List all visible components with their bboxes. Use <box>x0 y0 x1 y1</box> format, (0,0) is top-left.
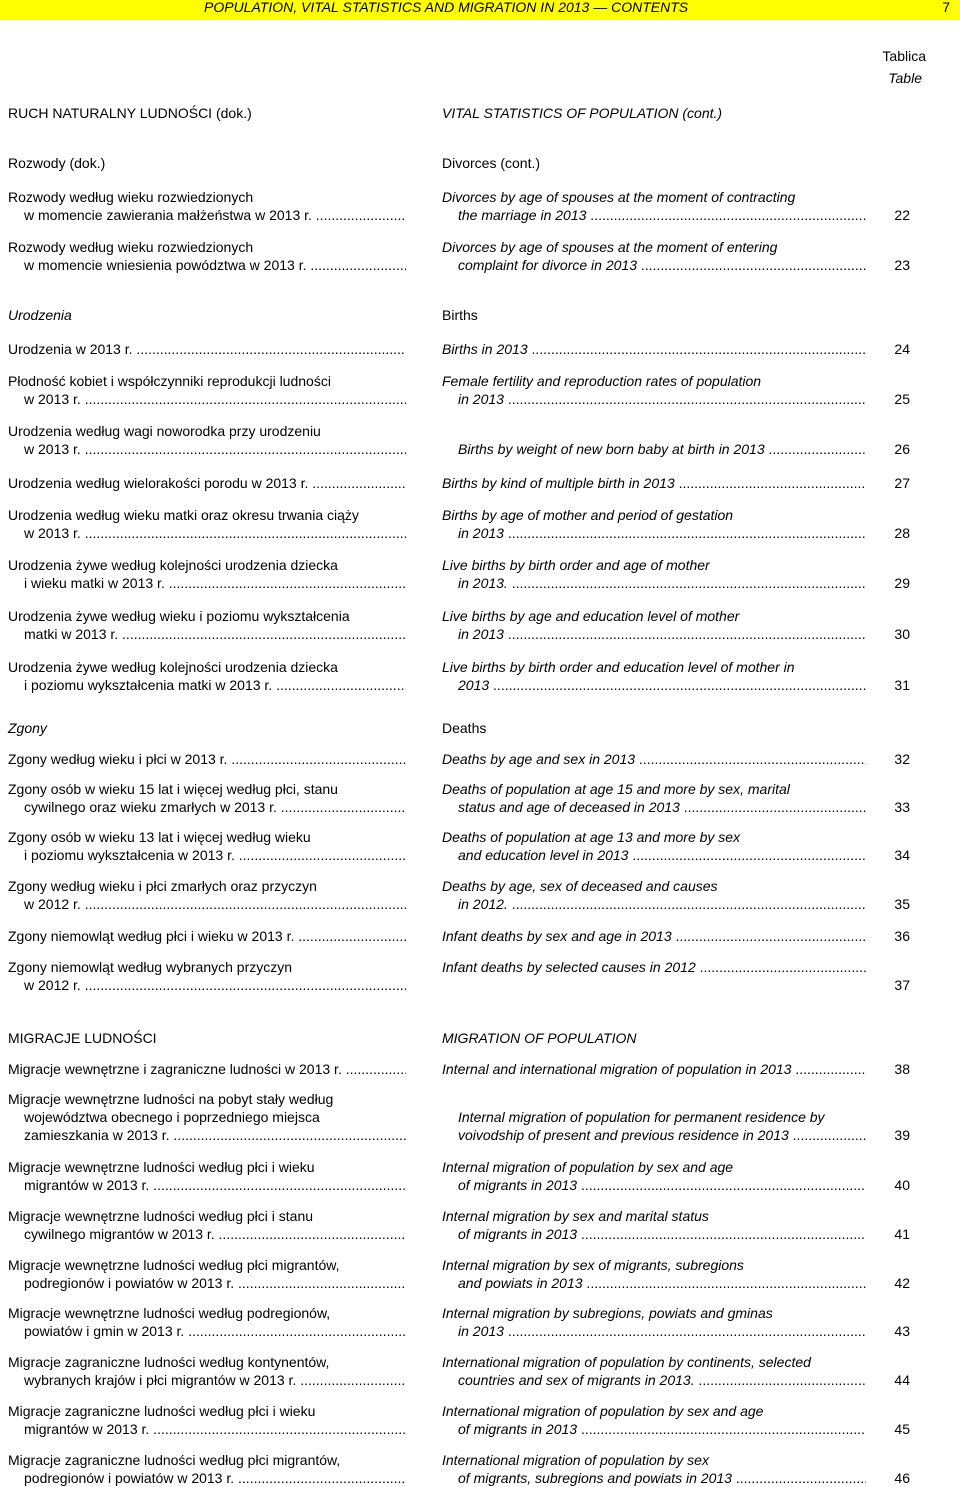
toc-entry-en-line: Births by age of mother and period of gestation <box>442 507 734 523</box>
toc-entry-en-line: Births in 2013 ..... <box>442 340 866 358</box>
toc-entry-pl-line: powiatów i gmin w 2013 r. ..... <box>8 1322 406 1340</box>
toc-page-number: 46 <box>894 1470 910 1486</box>
part-title-pl: RUCH NATURALNY LUDNOŚCI (dok.) <box>8 105 252 121</box>
toc-entry-pl <box>8 958 406 994</box>
toc-page-number: 36 <box>894 928 910 944</box>
toc-entry-pl-line: w 2012 r. ..... <box>8 895 406 913</box>
toc-entry-en-line: of migrants in 2013 ..... <box>442 1225 866 1243</box>
toc-page-number: 35 <box>894 896 910 912</box>
toc-entry-en-line: the marriage in 2013 ..... <box>442 206 866 224</box>
section-heading-pl: Zgony <box>8 720 47 736</box>
toc-entry-en <box>442 422 866 458</box>
toc-page-number: 27 <box>894 475 910 491</box>
toc-entry-en <box>442 188 866 224</box>
toc-entry-pl-line: Migracje wewnętrzne ludności według podregionów, <box>8 1305 331 1321</box>
toc-entry-pl-line: Migracje wewnętrzne ludności według płci i wieku <box>8 1159 315 1175</box>
toc-entry-en-line: voivodship of present and previous residence in 2013 ..... <box>442 1126 866 1144</box>
toc-entry-pl <box>8 1353 406 1389</box>
toc-entry-en-line: and powiats in 2013 ..... <box>442 1274 866 1292</box>
toc-page-number: 38 <box>894 1061 910 1077</box>
toc-entry-en-line: Live births by birth order and age of mother <box>442 557 710 573</box>
toc-entry-en <box>442 607 866 643</box>
toc-entry-en-line: in 2013 ..... <box>442 524 866 542</box>
toc-entry-en-line: Internal migration by subregions, powiats and gminas <box>442 1305 773 1321</box>
toc-page-number: 32 <box>894 751 910 767</box>
toc-entry-pl-line: i poziomu wykształcenia w 2013 r. ..... <box>8 846 406 864</box>
section-heading-en: Births <box>442 307 478 323</box>
toc-entry-en-line: and education level in 2013 ..... <box>442 846 866 864</box>
toc-entry-en-line: International migration of population by sex <box>442 1452 709 1468</box>
toc-page-number: 45 <box>894 1421 910 1437</box>
toc-entry-en-line: Divorces by age of spouses at the moment of entering <box>442 239 778 255</box>
toc-entry-pl-line: Urodzenia według wagi noworodka przy urodzeniu <box>8 423 321 439</box>
toc-entry-pl-line: w 2013 r. ..... <box>8 524 406 542</box>
toc-entry-pl-line: Migracje wewnętrzne i zagraniczne ludności w 2013 r. ..... <box>8 1060 406 1078</box>
toc-entry-pl-line: Rozwody według wieku rozwiedzionych <box>8 189 254 205</box>
toc-entry-pl-line: cywilnego migrantów w 2013 r. ..... <box>8 1225 406 1243</box>
toc-entry-pl-line: województwa obecnego i poprzedniego miejsca <box>24 1109 320 1125</box>
toc-entry-en <box>442 238 866 274</box>
toc-entry-pl <box>8 1207 406 1243</box>
toc-page-number: 23 <box>894 257 910 273</box>
toc-entry-pl-line: wybranych krajów i płci migrantów w 2013 r. ..... <box>8 1371 406 1389</box>
toc-entry-pl <box>8 188 406 224</box>
toc-entry-en-line: International migration of population by sex and age <box>442 1403 764 1419</box>
running-header-title: POPULATION, VITAL STATISTICS AND MIGRATION IN 2013 — CONTENTS <box>204 0 689 15</box>
toc-page-number: 41 <box>894 1226 910 1242</box>
toc-entry-en-line: status and age of deceased in 2013 ..... <box>442 798 866 816</box>
toc-entry-en-line <box>442 422 866 440</box>
toc-entry-en-line: Births by kind of multiple birth in 2013 ..... <box>442 474 866 492</box>
toc-entry-pl <box>8 474 406 492</box>
toc-entry-en-line: Infant deaths by selected causes in 2012 ..... <box>442 958 866 976</box>
toc-entry-pl <box>8 607 406 643</box>
toc-entry-pl-line: Zgony niemowląt według wybranych przyczyn <box>8 959 293 975</box>
toc-entry-pl <box>8 422 406 458</box>
toc-entry-en <box>442 780 866 816</box>
toc-page-number: 40 <box>894 1177 910 1193</box>
section-heading-pl: Rozwody (dok.) <box>8 155 106 171</box>
toc-entry-pl-line: Migracje zagraniczne ludności według płci migrantów, <box>8 1452 341 1468</box>
toc-entry-pl-line: Zgony według wieku i płci w 2013 r. ..... <box>8 750 406 768</box>
toc-entry-en-line: Deaths by age and sex in 2013 ..... <box>442 750 866 768</box>
toc-entry-en-line: in 2013 ..... <box>442 625 866 643</box>
toc-entry-en <box>442 927 866 945</box>
toc-entry-pl-line: Migracje wewnętrzne ludności według płci i stanu <box>8 1208 314 1224</box>
toc-page-number: 39 <box>894 1127 910 1143</box>
toc-entry-en <box>442 1090 866 1144</box>
toc-entry-pl-line: Urodzenia według wielorakości porodu w 2013 r. ..... <box>8 474 406 492</box>
toc-entry-pl-line: migrantów w 2013 r. ..... <box>8 1420 406 1438</box>
toc-page-number: 26 <box>894 441 910 457</box>
toc-entry-en-line: of migrants in 2013 ..... <box>442 1176 866 1194</box>
toc-entry-en-line: Deaths of population at age 13 and more by sex <box>442 829 741 845</box>
toc-page-number: 43 <box>894 1323 910 1339</box>
toc-entry-pl-line: Migracje wewnętrzne ludności na pobyt stały według <box>8 1091 334 1107</box>
toc-entry-pl-line: Migracje zagraniczne ludności według płci i wieku <box>8 1403 316 1419</box>
toc-entry-pl-line: Migracje zagraniczne ludności według kontynentów, <box>8 1354 330 1370</box>
toc-entry-pl-line: w 2013 r. ..... <box>8 440 406 458</box>
toc-entry-en <box>442 1207 866 1243</box>
toc-entry-pl-line: Płodność kobiet i współczynniki reprodukcji ludności <box>8 373 331 389</box>
section-heading-pl: Urodzenia <box>8 307 72 323</box>
toc-entry-en-line: Infant deaths by sex and age in 2013 ..... <box>442 927 866 945</box>
toc-page-number: 42 <box>894 1275 910 1291</box>
toc-entry-en <box>442 372 866 408</box>
toc-entry-pl-line: migrantów w 2013 r. ..... <box>8 1176 406 1194</box>
toc-entry-pl <box>8 372 406 408</box>
toc-page-number: 30 <box>894 626 910 642</box>
toc-entry-pl <box>8 877 406 913</box>
table-column-label-pl: Tablica <box>882 48 926 64</box>
toc-entry-en <box>442 828 866 864</box>
toc-entry-en-line: Divorces by age of spouses at the moment of contracting <box>442 189 796 205</box>
toc-entry-en-line: Live births by birth order and education level of mother in <box>442 659 795 675</box>
toc-entry-pl-line: Zgony niemowląt według płci i wieku w 2013 r. ..... <box>8 927 406 945</box>
toc-entry-pl <box>8 556 406 592</box>
toc-entry-en <box>442 877 866 913</box>
toc-entry-pl-line: podregionów i powiatów w 2013 r. ..... <box>8 1274 406 1292</box>
toc-entry-en <box>442 750 866 768</box>
toc-entry-en-line: Internal and international migration of population in 2013 ..... <box>442 1060 866 1078</box>
toc-entry-pl-line: Urodzenia według wieku matki oraz okresu trwania ciąży <box>8 507 359 523</box>
toc-entry-pl-line: cywilnego oraz wieku zmarłych w 2013 r. ..... <box>8 798 406 816</box>
toc-entry-pl <box>8 780 406 816</box>
toc-entry-en-line: in 2012. ..... <box>442 895 866 913</box>
toc-entry-pl-line: Zgony osób w wieku 15 lat i więcej według płci, stanu <box>8 781 338 797</box>
toc-entry-en <box>442 1402 866 1438</box>
toc-entry-pl <box>8 238 406 274</box>
toc-entry-en <box>442 340 866 358</box>
toc-entry-en-line: Internal migration of population for permanent residence by <box>458 1109 825 1125</box>
toc-entry-pl <box>8 1090 406 1144</box>
toc-entry-pl-line: matki w 2013 r. ..... <box>8 625 406 643</box>
toc-entry-en-line: countries and sex of migrants in 2013. ..... <box>442 1371 866 1389</box>
toc-entry-pl-line: podregionów i powiatów w 2013 r. ..... <box>8 1469 406 1487</box>
toc-entry-pl-line: zamieszkania w 2013 r. ..... <box>8 1126 406 1144</box>
toc-entry-en-line: Live births by age and education level of mother <box>442 608 740 624</box>
toc-entry-en-line: in 2013. ..... <box>442 574 866 592</box>
toc-entry-en-line: Internal migration by sex of migrants, subregions <box>442 1257 744 1273</box>
toc-entry-pl <box>8 828 406 864</box>
toc-entry-pl <box>8 658 406 694</box>
toc-entry-pl-line: Migracje wewnętrzne ludności według płci migrantów, <box>8 1257 340 1273</box>
toc-entry-pl-line: w 2013 r. ..... <box>8 390 406 408</box>
toc-entry-en <box>442 1060 866 1078</box>
toc-page-number: 24 <box>894 341 910 357</box>
toc-entry-en-line <box>442 1090 866 1108</box>
toc-entry-pl <box>8 1060 406 1078</box>
toc-entry-pl-line: w momencie wniesienia powództwa w 2013 r. ..... <box>8 256 406 274</box>
toc-entry-en-line: Internal migration by sex and marital status <box>442 1208 709 1224</box>
page-number: 7 <box>942 0 950 15</box>
toc-entry-pl-line: Zgony według wieku i płci zmarłych oraz przyczyn <box>8 878 317 894</box>
toc-entry-pl-line: w momencie zawierania małżeństwa w 2013 r. ..... <box>8 206 406 224</box>
toc-page-number: 33 <box>894 799 910 815</box>
toc-page-number: 44 <box>894 1372 910 1388</box>
section-heading-en: MIGRATION OF POPULATION <box>442 1030 637 1046</box>
toc-entry-en-line: 2013 ..... <box>442 676 866 694</box>
toc-page-number: 22 <box>894 207 910 223</box>
toc-entry-en-line: Births by weight of new born baby at birth in 2013 ..... <box>442 440 866 458</box>
toc-page-number: 25 <box>894 391 910 407</box>
section-heading-en: Deaths <box>442 720 487 736</box>
toc-entry-en-line <box>442 976 866 994</box>
part-title-en: VITAL STATISTICS OF POPULATION (cont.) <box>442 105 723 121</box>
toc-entry-pl <box>8 340 406 358</box>
toc-entry-en <box>442 1256 866 1292</box>
toc-entry-en <box>442 1353 866 1389</box>
toc-entry-en-line: complaint for divorce in 2013 ..... <box>442 256 866 274</box>
toc-entry-pl <box>8 927 406 945</box>
toc-entry-en-line: of migrants, subregions and powiats in 2013 ..... <box>442 1469 866 1487</box>
toc-entry-en <box>442 1451 866 1487</box>
toc-entry-pl-line: Urodzenia w 2013 r. ..... <box>8 340 406 358</box>
toc-entry-pl-line: Urodzenia żywe według kolejności urodzenia dziecka <box>8 659 338 675</box>
toc-entry-en <box>442 1304 866 1340</box>
toc-entry-pl-line: i wieku matki w 2013 r. ..... <box>8 574 406 592</box>
toc-entry-pl-line: Urodzenia żywe według kolejności urodzenia dziecka <box>8 557 338 573</box>
toc-entry-en-line: Internal migration of population by sex and age <box>442 1159 734 1175</box>
toc-entry-pl <box>8 1304 406 1340</box>
toc-entry-pl-line: w 2012 r. ..... <box>8 976 406 994</box>
toc-page-number: 37 <box>894 977 910 993</box>
toc-entry-en <box>442 1158 866 1194</box>
toc-entry-pl-line: Urodzenia żywe według wieku i poziomu wykształcenia <box>8 608 350 624</box>
toc-entry-en-line: of migrants in 2013 ..... <box>442 1420 866 1438</box>
toc-entry-en-line: Deaths by age, sex of deceased and causes <box>442 878 718 894</box>
section-heading-pl: MIGRACJE LUDNOŚCI <box>8 1030 157 1046</box>
toc-entry-pl-line: i poziomu wykształcenia matki w 2013 r. ..... <box>8 676 406 694</box>
toc-entry-en <box>442 474 866 492</box>
toc-entry-pl-line: Rozwody według wieku rozwiedzionych <box>8 239 254 255</box>
table-column-label-en: Table <box>888 70 922 86</box>
toc-entry-en-line: International migration of population by continents, selected <box>442 1354 811 1370</box>
toc-entry-pl <box>8 1158 406 1194</box>
toc-entry-en <box>442 658 866 694</box>
toc-entry-en-line: Female fertility and reproduction rates of population <box>442 373 762 389</box>
toc-entry-pl <box>8 1256 406 1292</box>
toc-entry-en <box>442 556 866 592</box>
toc-entry-en <box>442 958 866 994</box>
toc-entry-pl <box>8 1451 406 1487</box>
toc-entry-en-line: in 2013 ..... <box>442 1322 866 1340</box>
toc-entry-en-line: in 2013 ..... <box>442 390 866 408</box>
toc-page-number: 28 <box>894 525 910 541</box>
toc-entry-pl <box>8 750 406 768</box>
toc-entry-pl <box>8 506 406 542</box>
toc-page-number: 29 <box>894 575 910 591</box>
toc-page-number: 34 <box>894 847 910 863</box>
section-heading-en: Divorces (cont.) <box>442 155 541 171</box>
toc-entry-pl-line: Zgony osób w wieku 13 lat i więcej według wieku <box>8 829 311 845</box>
toc-page-number: 31 <box>894 677 910 693</box>
toc-entry-en <box>442 506 866 542</box>
toc-entry-pl <box>8 1402 406 1438</box>
running-header <box>0 0 960 20</box>
toc-entry-en-line: Deaths of population at age 15 and more by sex, marital <box>442 781 790 797</box>
